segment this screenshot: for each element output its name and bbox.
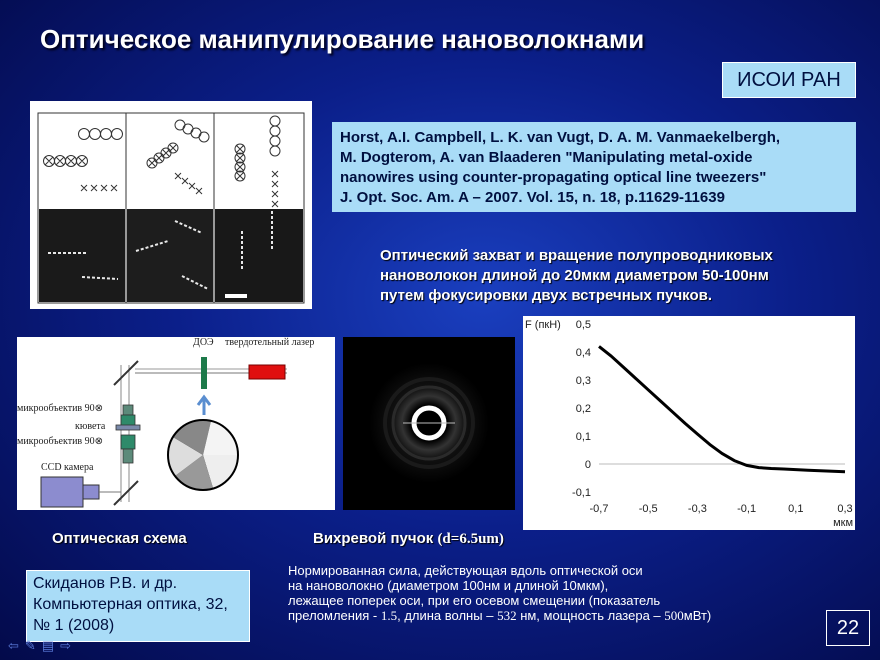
page-number: 22	[826, 610, 870, 646]
laser-icon	[249, 365, 285, 379]
reference-box	[332, 122, 856, 212]
vortex-beam-text: Вихревой пучок	[313, 530, 434, 547]
x-tick-label: 0,1	[788, 503, 804, 515]
y-tick-label: 0	[584, 459, 591, 471]
objective-2-text: микрообъектив 90	[17, 436, 95, 447]
y-tick-label: 0,2	[575, 403, 591, 415]
description-line: нановолокон длиной до 20мкм диаметром 50-100нм	[380, 267, 769, 284]
objective-1-label	[17, 403, 103, 414]
y-tick-label: 0,1	[575, 431, 591, 443]
note-line: на нановолокно (диаметром 100нм и длиной 10мкм),	[288, 578, 609, 593]
y-tick-label: 0,4	[575, 347, 591, 359]
spiral-phase-plate	[168, 420, 238, 490]
objective-1-text: микрообъектив 90	[17, 403, 95, 414]
doe-label: ДОЭ	[193, 337, 214, 348]
citation-box	[26, 570, 250, 642]
x-tick-label: -0,7	[589, 503, 609, 515]
x-tick-label: -0,5	[638, 503, 658, 515]
citation-line: Компьютерная оптика, 32,	[33, 596, 228, 613]
x-axis-label: мкм	[833, 517, 853, 529]
back-arrow-icon[interactable]: ⇦	[8, 638, 25, 653]
up-arrow-icon	[198, 397, 210, 415]
power-value: 500	[664, 608, 684, 623]
ccd-camera-icon	[41, 477, 83, 507]
note-text: мВт)	[683, 608, 712, 623]
objective-1-icon	[123, 405, 133, 415]
nav-controls	[8, 638, 77, 654]
org-label: ИСОИ РАН	[722, 62, 856, 98]
x-tick-label: 0,3	[837, 503, 853, 515]
nanowire-figure-svg	[30, 101, 312, 309]
force-chart	[523, 316, 855, 530]
camera-label: CCD камера	[41, 462, 94, 473]
doe-element	[201, 357, 207, 389]
y-axis-label: F (пкН)	[525, 319, 561, 331]
vortex-beam-svg	[343, 337, 515, 510]
note-line: лежащее поперек оси, при его осевом смещении (показатель	[288, 593, 661, 608]
optical-schematic-svg	[17, 337, 335, 510]
reference-line: J. Opt. Soc. Am. A – 2007. Vol. 15, n. 18, p.11629-11639	[340, 189, 725, 206]
series-line-F	[599, 346, 845, 471]
refractive-index: 1.5	[380, 608, 398, 623]
optical-schematic	[17, 337, 335, 510]
cuvette-icon	[116, 425, 140, 430]
vortex-beam-image	[343, 337, 515, 510]
caption-optical-scheme: Оптическая схема	[52, 530, 187, 547]
y-tick-label: 0,3	[575, 375, 591, 387]
pen-icon[interactable]: ✎	[24, 638, 42, 653]
x-tick-label: -0,1	[737, 503, 757, 515]
note-text: , длина волны –	[397, 608, 494, 623]
wavelength-value: 532	[497, 608, 517, 623]
mirror-top	[114, 361, 138, 385]
laser-label: твердотельный лазер	[225, 337, 315, 348]
scale-bar	[225, 294, 247, 298]
slide-title: Оптическое манипулирование нановолокнами	[40, 24, 645, 54]
note-text: преломления -	[288, 608, 378, 623]
mirror-bottom	[114, 481, 138, 505]
x-tick-label: -0,3	[687, 503, 707, 515]
description	[380, 246, 850, 306]
cuvette-label: кювета	[75, 421, 106, 432]
y-tick-label: -0,1	[572, 487, 591, 499]
note-line	[288, 608, 808, 623]
objective-2-label	[17, 436, 103, 447]
description-line: Оптический захват и вращение полупроводниковых	[380, 247, 773, 264]
reference-line: nanowires using counter-propagating optical line tweezers"	[340, 169, 767, 186]
forward-arrow-icon[interactable]: ⇨	[60, 638, 78, 653]
description-line: путем фокусировки двух встречных пучков.	[380, 287, 713, 304]
caption-vortex-beam	[313, 530, 504, 548]
force-note	[288, 563, 808, 623]
nanowire-figure	[30, 101, 312, 309]
citation-line: Скиданов Р.В. и др.	[33, 575, 178, 592]
menu-icon[interactable]: ▤	[41, 638, 61, 653]
reference-line: M. Dogterom, A. van Blaaderen "Manipulating metal-oxide	[340, 149, 753, 166]
crossed-circle-icon: ⊗	[94, 436, 104, 447]
note-text: нм, мощность лазера –	[520, 608, 661, 623]
force-chart-svg	[523, 316, 855, 530]
vortex-beam-param: (d=6.5um)	[437, 531, 504, 547]
crossed-circle-icon: ⊗	[94, 403, 104, 414]
citation-line: № 1 (2008)	[33, 617, 115, 634]
reference-line: Horst, A.I. Campbell, L. K. van Vugt, D. A. M. Vanmaekelbergh,	[340, 129, 781, 146]
note-line: Нормированная сила, действующая вдоль оптической оси	[288, 563, 643, 578]
y-tick-label: 0,5	[575, 319, 591, 331]
objective-2-icon	[121, 435, 135, 449]
